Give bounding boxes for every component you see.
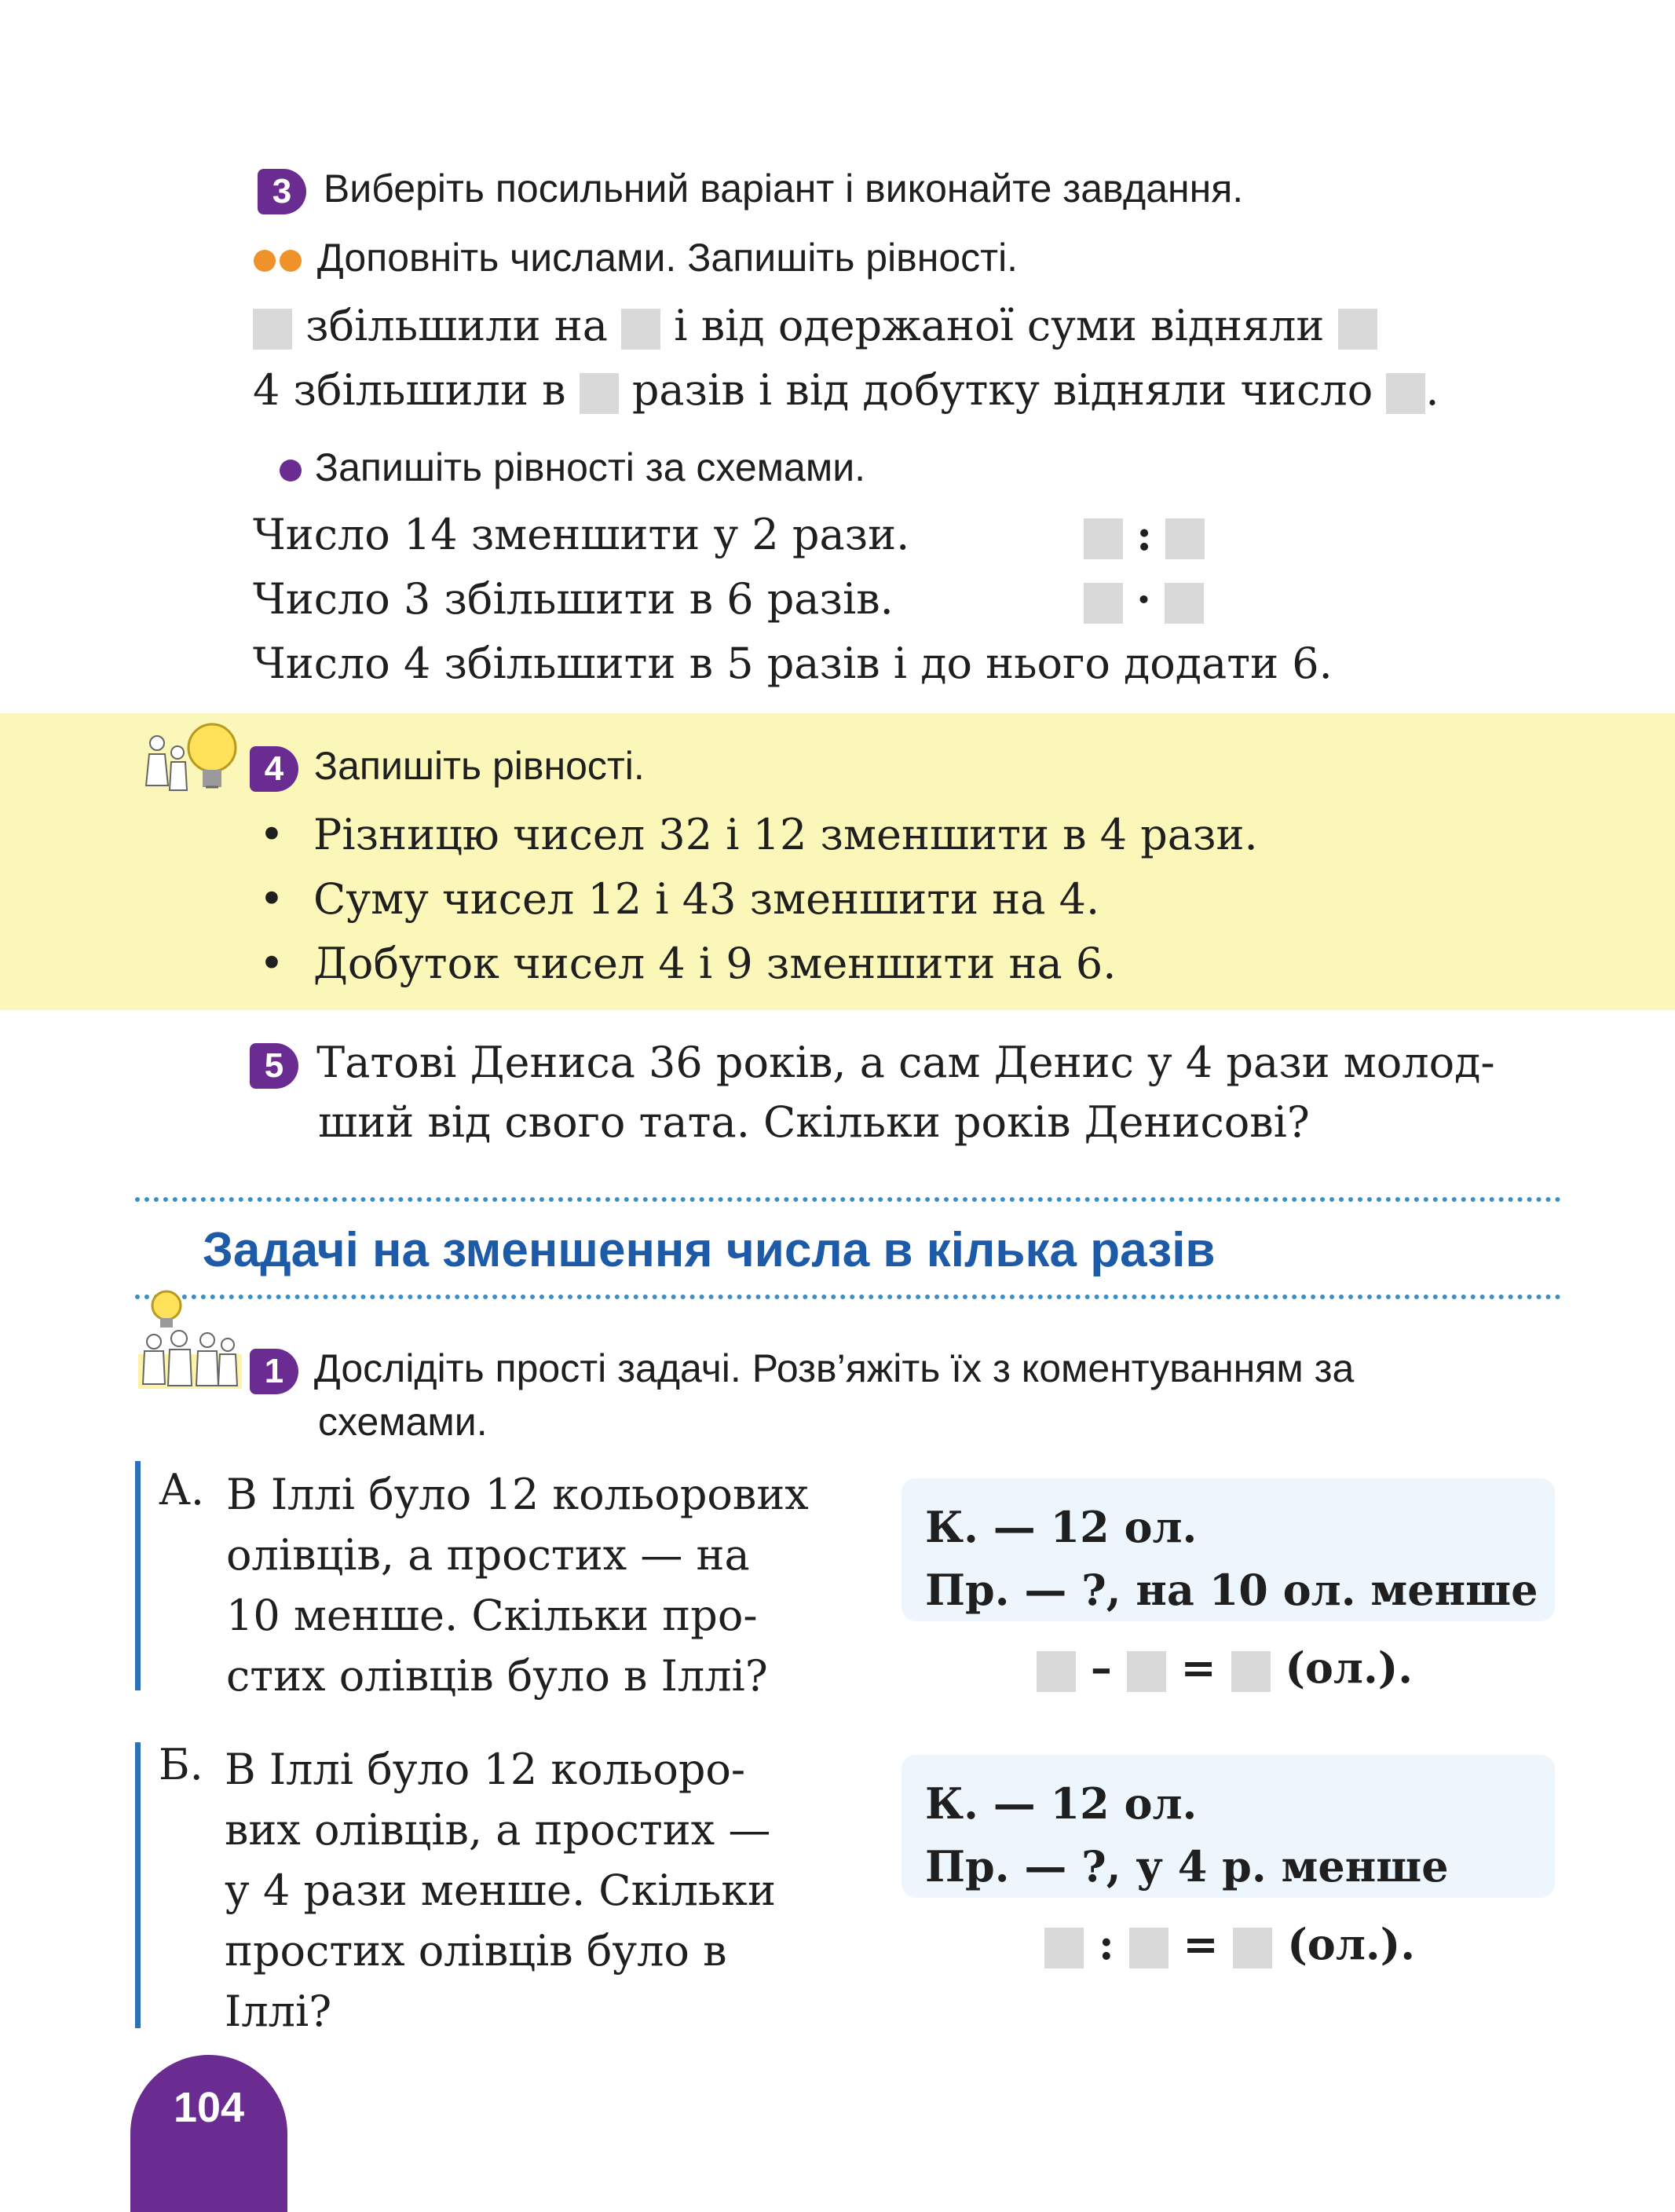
variant-b-row2-scheme: [1084, 573, 1204, 626]
task3-title: Виберіть посильний варіант і виконайте завдання.: [323, 167, 1244, 211]
problem-a-schema-line2: Пр. — ?, на 10 ол. менше: [925, 1565, 1538, 1615]
variant-a-line2-text1: 4 збільшили в: [253, 365, 566, 415]
problem-b-schema-line1: К. — 12 ол.: [925, 1778, 1198, 1829]
problem-a-line1: В Іллі було 12 кольорових: [226, 1470, 809, 1519]
variant-a-line1-text2: і від одержаної суми відняли: [674, 301, 1325, 350]
blank-box[interactable]: [1129, 1928, 1168, 1968]
task5-number-badge: 5: [250, 1043, 298, 1089]
problem-b-line1: В Іллі було 12 кольоро-: [225, 1745, 746, 1794]
task1-line2: [318, 1398, 488, 1445]
blank-box[interactable]: [1165, 583, 1204, 624]
variant-b-row2-text: Число 3 збільшити в 6 разів.: [253, 574, 894, 624]
task4-item1: [259, 809, 1258, 861]
purple-dot-icon: [279, 459, 304, 482]
variant-a-line2: [253, 364, 1439, 416]
task4-item3: [259, 938, 1116, 990]
problem-a-line4: стих олівців було в Іллі?: [226, 1651, 768, 1701]
task3-variant-a-header: [253, 234, 1018, 281]
section-top-divider: [135, 1197, 1561, 1202]
problem-b-label: Б.: [159, 1740, 203, 1789]
task1-text-line1: Дослідіть прості задачі. Розв’яжіть їх з коментуванням за: [313, 1346, 1355, 1390]
task4-header: [250, 742, 645, 792]
task1-header: [250, 1345, 1354, 1394]
blank-box[interactable]: [1044, 1928, 1084, 1968]
problem-a-line2: олівців, а простих — на: [226, 1530, 750, 1580]
problem-b-line5: Іллі?: [225, 1987, 332, 2036]
task4-item3-text: Добуток чисел 4 і 9 зменшити на 6.: [313, 939, 1117, 988]
task4-item2-text: Суму чисел 12 і 43 зменшити на 4.: [313, 874, 1100, 924]
page-number: 104: [173, 2084, 245, 2131]
problem-b-text: [225, 1739, 776, 2042]
equals-sign: =: [1183, 1919, 1219, 1969]
group-lightbulb-icon: [135, 1288, 245, 1392]
section-title: Задачі на зменшення числа в кілька разів: [203, 1223, 1216, 1277]
task1-number-badge: 1: [250, 1349, 298, 1394]
bullet: •: [259, 874, 284, 924]
task5-text-line2: ший від свого тата. Скільки років Денисові?: [318, 1097, 1310, 1147]
problem-a-schema: [902, 1478, 1555, 1621]
variant-a-instruction: Доповніть числами. Запишіть рівності.: [316, 236, 1019, 280]
variant-b-row3: [253, 638, 1333, 690]
orange-double-dot-icon: [253, 249, 306, 273]
blank-box[interactable]: [1084, 583, 1123, 624]
task3-number-badge: 3: [258, 169, 306, 214]
problem-a-schema-line1: К. — 12 ол.: [925, 1502, 1198, 1552]
task4-item2: [259, 873, 1099, 925]
page-number-tab: [130, 2055, 287, 2212]
blank-box[interactable]: [1386, 373, 1425, 414]
problem-b-line2: вих олівців, а простих —: [225, 1805, 771, 1855]
unit: (ол.).: [1287, 1919, 1416, 1969]
task4-title: Запишіть рівності.: [313, 744, 645, 788]
lightbulb-scientists-icon: [140, 715, 242, 800]
task5-line1: [250, 1037, 1495, 1089]
blank-box[interactable]: [1165, 518, 1205, 559]
blank-box[interactable]: [580, 373, 619, 414]
unit: (ол.).: [1285, 1643, 1414, 1693]
variant-b-row1: [253, 509, 909, 561]
problem-a-equation: [1037, 1642, 1413, 1694]
equals-sign: =: [1180, 1643, 1216, 1693]
task5-line2: [318, 1097, 1310, 1148]
variant-b-row3-text: Число 4 збільшити в 5 разів і до нього додати 6.: [253, 639, 1333, 688]
operator: :: [1098, 1919, 1114, 1969]
operator: –: [1090, 1643, 1112, 1693]
problem-b-line3: у 4 рази менше. Скільки: [225, 1866, 777, 1915]
blank-box[interactable]: [1338, 309, 1377, 350]
bullet: •: [259, 810, 284, 859]
problem-b-schema: [902, 1755, 1555, 1898]
task3-header: [258, 165, 1243, 214]
problem-a-text: [226, 1464, 809, 1706]
blank-box[interactable]: [1084, 518, 1123, 559]
blank-box[interactable]: [253, 309, 292, 350]
operator: :: [1136, 510, 1153, 560]
problem-b-line4: простих олівців було в: [225, 1926, 727, 1976]
task4-item1-text: Різницю чисел 32 і 12 зменшити в 4 рази.: [313, 810, 1258, 859]
task5-text-line1: Татові Дениса 36 років, а сам Денис у 4 рази молод-: [316, 1038, 1495, 1087]
task3-variant-b-header: [279, 444, 865, 491]
variant-b-instruction: Запишіть рівності за схемами.: [314, 445, 866, 489]
variant-b-row1-text: Число 14 зменшити у 2 рази.: [253, 510, 910, 559]
variant-a-line1: [253, 300, 1377, 352]
task4-number-badge: 4: [250, 746, 298, 792]
blank-box[interactable]: [1233, 1928, 1272, 1968]
bullet: •: [259, 939, 284, 988]
blank-box[interactable]: [1037, 1651, 1076, 1692]
blank-box[interactable]: [1127, 1651, 1166, 1692]
task1-text-line2: схемами.: [318, 1400, 488, 1444]
variant-a-line2-text2: разів і від добутку відняли число: [631, 365, 1373, 415]
problem-a-line3: 10 менше. Скільки про-: [226, 1591, 758, 1640]
problem-a-label: А.: [159, 1465, 205, 1514]
problem-a-bar: [135, 1461, 141, 1690]
variant-b-row1-scheme: [1084, 509, 1205, 562]
variant-a-line1-text1: збільшили на: [305, 301, 608, 350]
problem-b-equation: [1044, 1918, 1415, 1970]
operator: ·: [1136, 574, 1151, 624]
blank-box[interactable]: [621, 309, 660, 350]
variant-a-line2-end: .: [1425, 365, 1439, 415]
blank-box[interactable]: [1231, 1651, 1271, 1692]
section-bottom-divider: [135, 1295, 1561, 1299]
problem-b-bar: [135, 1742, 141, 2028]
variant-b-row2: [253, 573, 894, 625]
problem-b-schema-line2: Пр. — ?, у 4 р. менше: [925, 1841, 1449, 1892]
